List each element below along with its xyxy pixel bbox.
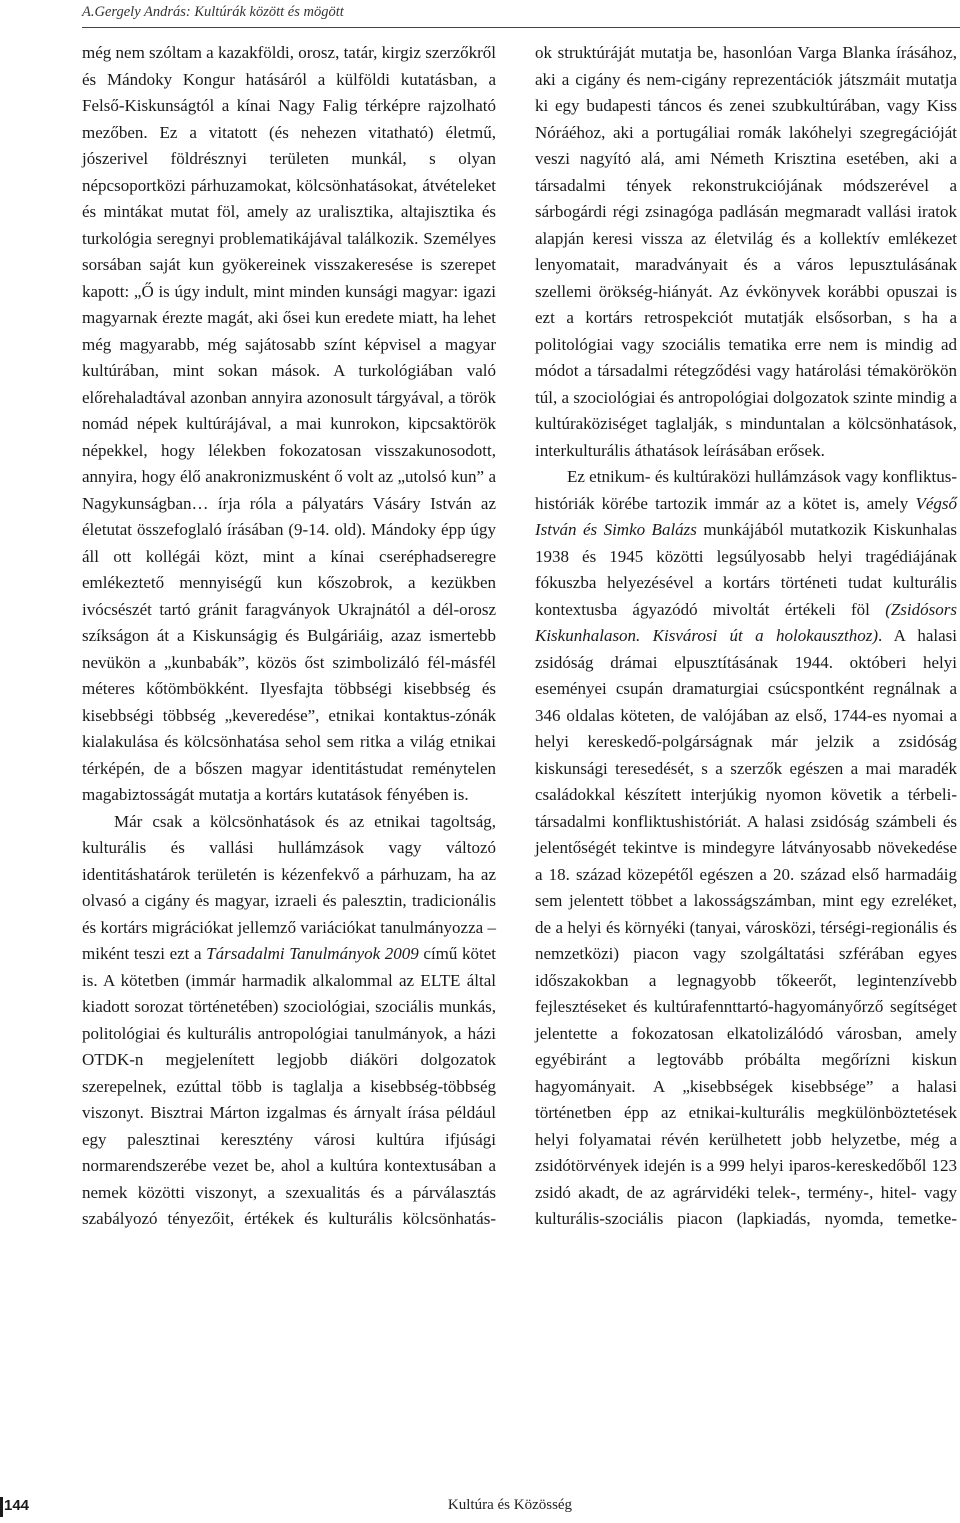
right-paragraph-2-text-b: munkájából mutatkozik Kiskunhalas 1938 és 1945 közötti legsúlyosabb helyi tragédiájának fókuszba helyezésével a kortárs történeti tudat kulturális kontextusba ágyazódó mivoltát értékeli föl (535, 520, 957, 619)
right-paragraph-2-text-a: Ez etnikum- és kultúraközi hullámzások vagy konfliktus-históriák körébe tartozik immár az a kötet is, amely (535, 467, 957, 513)
right-paragraph-1 (535, 40, 957, 464)
left-paragraph-1-text: még nem szóltam a kazakföldi, orosz, tatár, kirgiz szerzőkről és Mándoky Kongur hatásáról a külföldi kutatásban, a Felső-Kiskunságtól a kínai Nagy Falig térképre rajzolható mezőben. Ez a vitatott (és nehezen vitatható) életmű, jószerivel földrésznyi területen munkál, s olyan népcsoportközi párhuzamokat, kölcsönhatásokat, átvételeket és mintákat mutat föl, amely az uralisztika, altajisztika és turkológia seregnyi problematikájával találkozik. Személyes sorsában saját kun gyökereinek visszakeresése is szerepet kapott: „Ő is úgy indult, mint minden kunsági magyar: igazi magyarnak érezte magát, aki ősei kun eredete miatt, ha lehet még magyarabb, még sajátosabb színt képvisel a magyar kultúrában, mint sokan mások. A turkológiában való előrehaladtával azonban annyira azonosult tárgyával, a török nomád népek kultúrájával, a mai kunrokon, kipcsaktörök népekkel, hogy lélekben fokozatosan visszakunosodott, annyira, hogy élő anakronizmusként ő volt az „utolsó kun” a Nagykunságban… írja róla a pályatárs Vásáry István az életutat összefoglaló írásában (9-14. old). Mándoky épp úgy áll ott kollégái közt, mint a kínai cseréphadseregre emlékeztető mennyiségű kun kőszobrok, a kezükben ivócsészét tartó gránit faragványok Ukrajnától a dél-orosz szíkságon át a Kiskunságig és Bulgáriáig, azaz ismertebb nevükön a „kunbabák”, közös őst szimbolizáló fél-másfél méteres kőtömbökként. Ilyesfajta többségi kisebbség és kisebbségi többség „keveredése”, etnikai kontaktus-zónák kialakulása és kölcsönhatása sehol sem ritka a világ etnikai térképén, de a bőszen magyar identitástudat reménytelen magabiztosságát mutatja a kortárs kutatások fényében is. (82, 43, 496, 804)
left-column (82, 40, 496, 1233)
right-paragraph-2 (535, 464, 957, 1233)
page-number: 144 (4, 1497, 30, 1514)
left-paragraph-2-text-a: Már csak a kölcsönhatások és az etnikai tagoltság, kulturális és vallási hullámzások vagy változó identitáshatárok területén is kézenfekvő a párhuzam, ha az olvasó a cigány és magyar, izraeli és palesztin, tradicionális és kortárs migrációkat jellemző variációkat tanulmányozza – miként teszi ezt a (82, 811, 496, 963)
running-title: A.Gergely András: Kultúrák között és mögött (82, 4, 344, 20)
journal-title: Kultúra és Közösség (447, 1497, 573, 1513)
left-paragraph-2-text-b: című kötet is. A kötetben (immár harmadik alkalommal az ELTE által kiadott sorozat történetében) szociológiai, szociális munkás, politológiai és kulturális antropológiai tanulmányok, a házi OTDK-n megjelenített legjobb diáköri dolgozatok szerepelnek, ezúttal több is taglalja a kisebbség-többség viszonyt. Bisztrai Márton izgalmas és árnyalt írása például egy palesztinai keresztény városi kultúra ifjúsági normarendszerébe vezet be, ahol a kultúra kontextusában a nemek közötti viszonyt, a szexualitás és a párválasztás szabályozó tényezőit, értékek és kulturális kölcsönhatás- (82, 944, 496, 1228)
left-paragraph-2 (82, 809, 496, 1233)
right-paragraph-2-text-c: . A halasi zsidóság drámai elpusztításának 1944. októberi helyi eseményei csupán dramaturgiai csúcspontként regnálnak a 346 oldalas köteten, de valójában az első, 1744-es nyomai a helyi kereskedő-polgárságnak már jelzik a zsidóság kiskunsági teresedését, s a szerzők egészen a mai maradék családokkal készített interjúkig nyomon követik a térbeli-társadalmi konfliktushistóriát. A halasi zsidóság számbeli és jelentőségét tekintve is mindegyre látványosabb növekedése a 18. század közepétől egészen a 20. század első harmadáig sem jelentett többet a lakosságszámban, mint egy ezreléket, de a helyi és környéki (tanyai, városközi, térségi-regionális és nemzetközi) piacon vagy szolgáltatási szférában egyes időszakokban a legnagyobb tőkeerőt, legintenzívebb fejlesztéseket és kultúrafennttartó-hagyományőrző segítséget jelentette a fokozatosan elkatolizálódó városban, amely egyébiránt a legtovább próbálta megőrízni kiskun hagyományait. A „kisebbségek kisebbsége” a halasi történetben épp az etnikai-kulturális megkülönböztetések helyi folyamatai révén kerülhetett jobb helyzetbe, még a zsidótörvények idején is a 999 helyi iparos-kereskedőből 123 zsidó akadt, de az agrárvidéki telek-, termény-, hitel- vagy kulturális-szociális piacon (lapkiadás, nyomda, temetke- (535, 626, 957, 1228)
left-paragraph-1 (82, 40, 496, 809)
book-title-tarsadalmi-tanulmanyok: Társadalmi Tanulmányok 2009 (206, 944, 419, 963)
header-rule (82, 27, 960, 28)
book-title-zsidosors: (Zsidósors Kiskunhalason. Kisvárosi út a holokauszthoz) (535, 599, 957, 645)
right-paragraph-1-text: ok struktúráját mutatja be, hasonlóan Varga Blanka írásához, aki a cigány és nem-cigány reprezentációk játszmáit mutatja ki egy budapesti táncos és zenei szubkultúrában, vagy Kiss Nóráéhoz, aki a portugáliai romák lakóhelyi szegregációját veszi nagyító alá, ami Németh Krisztina esetében, aki a társadalmi tények rekonstrukciójának módszerével a sárbogárdi régi zsinagóga padlásán megmaradt vallási iratok alapján keresi vissza az életvilág és a kollektív emlékezet lenyomatait, maradványait és a város lepusztulásának szellemi örökség-hiányát. Az évkönyvek korábbi opuszai is ezt a kortárs retrospekciót mutatják elsősorban, s ha a politológiai vagy szociális tematika erre nem is mindig ad módot a társadalmi rétegződési vagy határolási témakörökön túl, a szociológiai és antropológiai dolgozatok szinte mindig a kultúraköziséget taglalják, s minduntalan a kölcsönhatások, interkulturális áthatások leírásában erősek. (535, 43, 957, 460)
book-authors: Végső István és Simko Balázs (535, 493, 957, 539)
right-column (535, 40, 957, 1233)
